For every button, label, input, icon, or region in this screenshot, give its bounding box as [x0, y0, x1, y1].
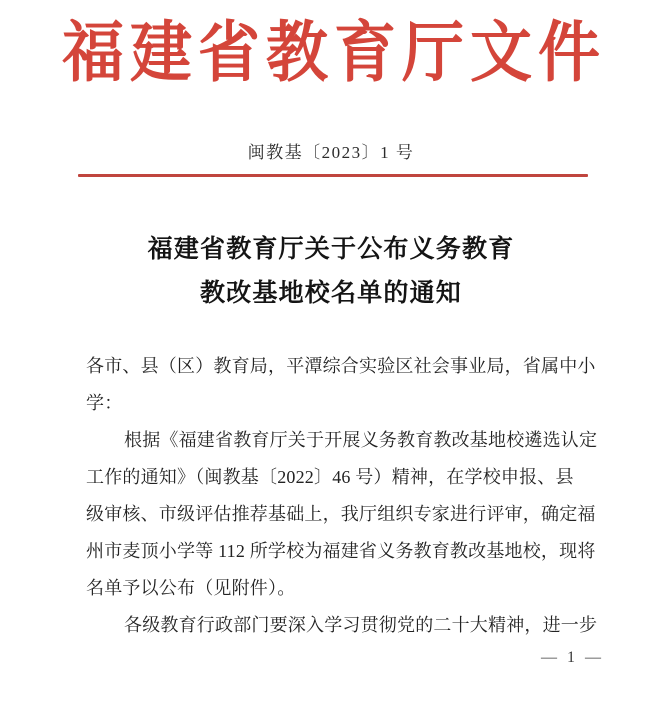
body-paragraph-2-line-1: 各级教育行政部门要深入学习贯彻党的二十大精神，进一步	[124, 615, 598, 635]
masthead-title: 福建省教育厅文件	[61, 17, 606, 91]
document-title	[0, 228, 662, 316]
addressee-line-1: 各市、县（区）教育局，平潭综合实验区社会事业局，省属中小	[86, 356, 596, 376]
body-paragraph-1-line-2: 工作的通知》（闽教基〔2022〕46 号）精神，在学校申报、县	[86, 467, 574, 487]
body-paragraph-1-line-5: 名单予以公布（见附件）。	[86, 578, 296, 598]
document-title-line-1: 福建省教育厅关于公布义务教育	[147, 236, 515, 263]
masthead	[0, 14, 662, 94]
document-body	[86, 348, 598, 644]
body-paragraph-1-line-1: 根据《福建省教育厅关于开展义务教育教改基地校遴选认定	[124, 430, 598, 450]
page-number-marker: — 1 —	[541, 649, 604, 666]
red-separator-rule	[78, 174, 588, 177]
addressee-line-2: 学：	[86, 393, 123, 413]
body-paragraph-1-line-4: 州市麦顶小学等 112 所学校为福建省义务教育教改基地校，现将	[86, 541, 596, 561]
body-paragraph-1-line-3: 级审核、市级评估推荐基础上，我厅组织专家进行评审，确定福	[86, 504, 596, 524]
document-title-line-2: 教改基地校名单的通知	[199, 280, 462, 307]
document-number: 闽教基〔2023〕1 号	[247, 143, 415, 162]
